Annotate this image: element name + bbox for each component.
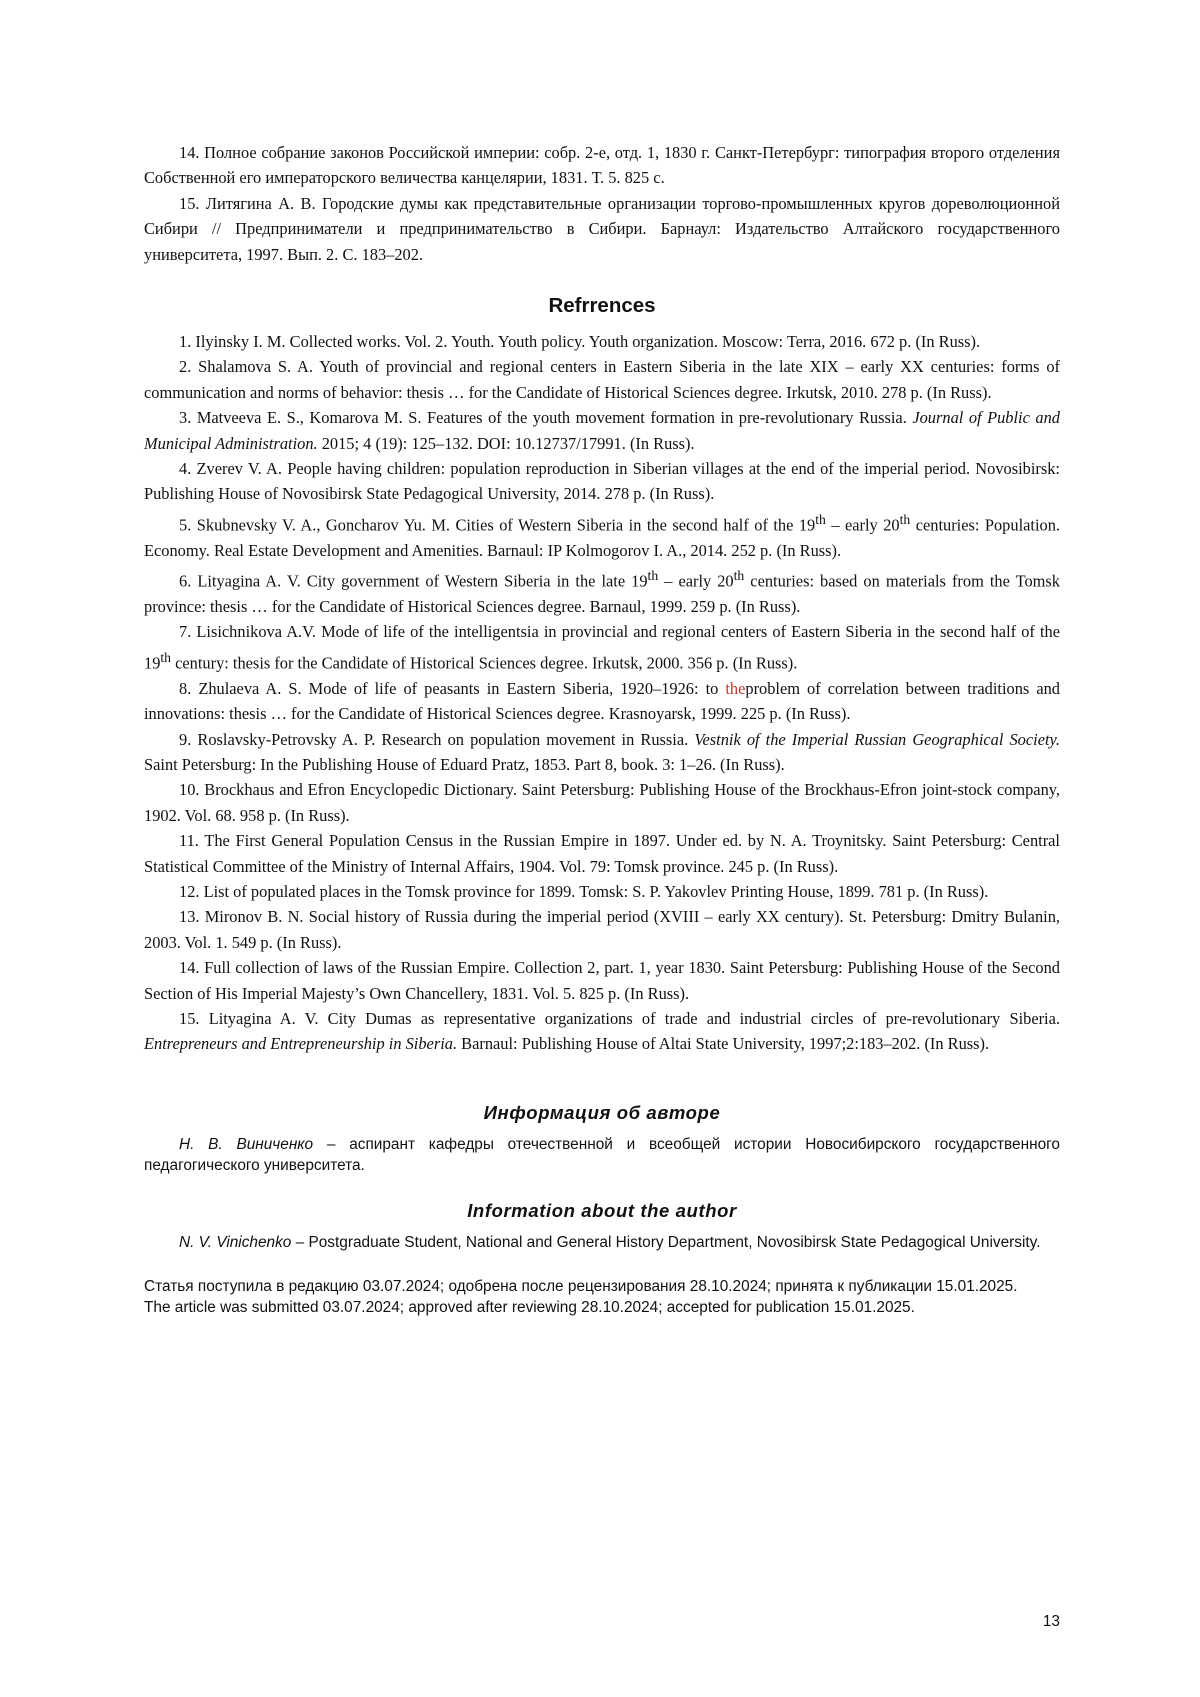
article-dates-ru: Статья поступила в редакцию 03.07.2024; одобрена после рецензирования 28.10.2024; принята к публикации 15.01.2025.	[144, 1277, 1018, 1295]
author-name: N. V. Vinichenko	[179, 1233, 292, 1251]
author-info-en: N. V. Vinichenko – Postgraduate Student, National and General History Department, Novosibirsk State Pedagogical University.	[179, 1233, 1041, 1251]
author-info-ru: Н. В. Виниченко – аспирант кафедры отечественной и всеобщей истории Новосибирского государственного педагогического университета.	[144, 1135, 1060, 1174]
russian-references-tail	[144, 140, 1060, 267]
reference-item: 6. Lityagina A. V. City government of Western Siberia in the late 19th – early 20th centuries: based on materials from the Tomsk province: thesis … for the Candidate of Historical Sciences degree. Barnaul, 1999. 259 p. (In Russ).	[144, 568, 1061, 617]
author-info-heading-en: Information about the author	[467, 1199, 737, 1221]
author-info-heading-ru: Информация об авторе	[483, 1101, 721, 1123]
reference-item: 10. Brockhaus and Efron Encyclopedic Dictionary. Saint Petersburg: Publishing House of the Brockhaus-Efron joint-stock company, 1902. Vol. 68. 958 p. (In Russ).	[144, 780, 1060, 825]
journal-title: Journal of Public and Municipal Administration.	[144, 408, 1060, 453]
article-dates-en: The article was submitted 03.07.2024; approved after reviewing 28.10.2024; accepted for publication 15.01.2025.	[144, 1298, 915, 1316]
page-content	[144, 140, 1060, 1318]
reference-item: 5. Skubnevsky V. A., Goncharov Yu. M. Cities of Western Siberia in the second half of the 19th – early 20th centuries: Population. Economy. Real Estate Development and Amenities. Barnaul: IP Kolmogorov I. A., 2014. 252 p. (In Russ).	[144, 511, 1060, 560]
ru-reference-item: 15. Литягина А. В. Городские думы как представительные организации торгово-промышленных кругов дореволюционной Сибири // Предприниматели и предпринимательство в Сибири. Барнаул: Издательство Алтайского государственного университета, 1997. Вып. 2. С. 183–202.	[144, 193, 1060, 264]
reference-item: 8. Zhulaeva A. S. Mode of life of peasants in Eastern Siberia, 1920–1926: to theproblem of correlation between traditions and innovations: thesis … for the Candidate of Historical Sciences degree. Krasnoyarsk, 1999. 225 p. (In Russ).	[144, 678, 1060, 724]
highlighted-word: the	[725, 678, 746, 698]
references-list	[144, 329, 1060, 1057]
page-number: 13	[1042, 1613, 1060, 1630]
reference-item: 4. Zverev V. A. People having children: population reproduction in Siberian villages at the end of the imperial period. Novosibirsk: Publishing House of Novosibirsk State Pedagogical University, 2014. 278 p. (In Russ).	[144, 459, 1060, 504]
references-heading: Refrrences	[548, 294, 656, 318]
reference-item: 2. Shalamova S. A. Youth of provincial and regional centers in Eastern Siberia in the late XIX – early XX centuries: forms of communication and norms of behavior: thesis … for the Candidate of Historical Sciences degree. Irkutsk, 2010. 278 p. (In Russ).	[144, 357, 1060, 402]
reference-item: 14. Full collection of laws of the Russian Empire. Collection 2, part. 1, year 1830. Saint Petersburg: Publishing House of the Second Section of His Imperial Majesty’s Own Chancellery, 1831. Vol. 5. 825 p. (In Russ).	[144, 958, 1060, 1003]
journal-title: Vestnik of the Imperial Russian Geographical Society.	[694, 729, 1061, 749]
reference-item: 7. Lisichnikova A.V. Mode of life of the intelligentsia in provincial and regional centers of Eastern Siberia in the second half of the 19th century: thesis for the Candidate of Historical Sciences degree. Irkutsk, 2000. 356 p. (In Russ).	[144, 622, 1060, 673]
reference-item: 3. Matveeva E. S., Komarova M. S. Features of the youth movement formation in pre-revolutionary Russia. Journal of Public and Municipal Administration. 2015; 4 (19): 125–132. DOI: 10.12737/17991. (In Russ).	[144, 408, 1060, 453]
article-dates	[144, 1276, 1060, 1318]
reference-item: 12. List of populated places in the Tomsk province for 1899. Tomsk: S. P. Yakovlev Printing House, 1899. 781 p. (In Russ).	[179, 881, 989, 901]
reference-item: 13. Mironov B. N. Social history of Russia during the imperial period (XVIII – early XX century). St. Petersburg: Dmitry Bulanin, 2003. Vol. 1. 549 p. (In Russ).	[144, 907, 1060, 952]
reference-item: 15. Lityagina A. V. City Dumas as representative organizations of trade and industrial circles of pre-revolutionary Siberia. Entrepreneurs and Entrepreneurship in Siberia. Barnaul: Publishing House of Altai State University, 1997;2:183–202. (In Russ).	[144, 1009, 1060, 1054]
journal-title: Entrepreneurs and Entrepreneurship in Siberia.	[144, 1034, 458, 1054]
reference-item: 11. The First General Population Census in the Russian Empire in 1897. Under ed. by N. A. Troynitsky. Saint Petersburg: Central Statistical Committee of the Ministry of Internal Affairs, 1904. Vol. 79: Tomsk province. 245 p. (In Russ).	[144, 831, 1060, 876]
reference-item: 9. Roslavsky-Petrovsky A. P. Research on population movement in Russia. Vestnik of the Imperial Russian Geographical Society. Saint Petersburg: In the Publishing House of Eduard Pratz, 1853. Part 8, book. 3: 1–26. (In Russ).	[144, 729, 1061, 774]
ru-reference-item: 14. Полное собрание законов Российской империи: собр. 2-е, отд. 1, 1830 г. Санкт-Петербург: типография второго отделения Собственной его императорского величества канцелярии, 1831. Т. 5. 825 с.	[144, 143, 1060, 188]
reference-item: 1. Ilyinsky I. M. Collected works. Vol. 2. Youth. Youth policy. Youth organization. Moscow: Terra, 2016. 672 p. (In Russ).	[179, 332, 981, 352]
author-name: Н. В. Виниченко	[179, 1135, 314, 1153]
